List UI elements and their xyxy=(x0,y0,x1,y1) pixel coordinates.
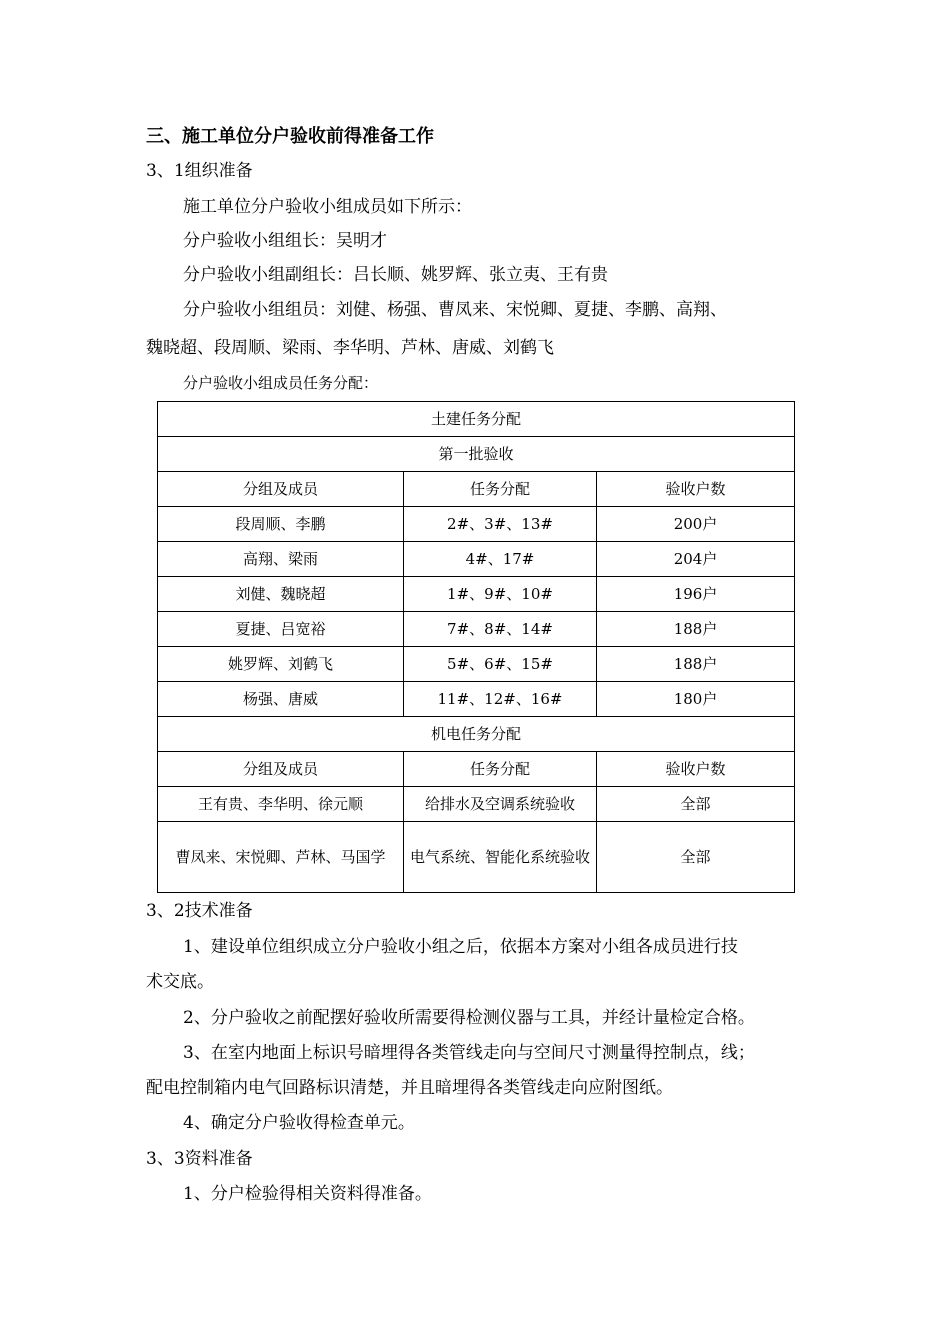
tech-item-1-line-1: 1、建设单位组织成立分户验收小组之后，依据本方案对小组各成员进行技 xyxy=(183,937,738,957)
section-title: 三、施工单位分户验收前得准备工作 xyxy=(146,126,434,147)
task-cell: 4#、17# xyxy=(404,542,597,577)
members-cell: 刘健、魏晓超 xyxy=(158,577,404,612)
table-row xyxy=(158,682,795,717)
table-row xyxy=(158,542,795,577)
tech-item-3-line-1: 3、在室内地面上标识号暗埋得各类管线走向与空间尺寸测量得控制点，线； xyxy=(183,1043,755,1063)
members-cell: 曹凤来、宋悦卿、芦林、马国学 xyxy=(158,822,404,893)
header-cell: 验收户数 xyxy=(597,472,795,507)
tech-item-1-line-2: 术交底。 xyxy=(146,972,214,992)
task-cell: 电气系统、智能化系统验收 xyxy=(404,822,597,893)
members-cell: 高翔、梁雨 xyxy=(158,542,404,577)
count-cell: 全部 xyxy=(597,787,795,822)
civil-title-cell: 土建任务分配 xyxy=(158,402,795,437)
table-row xyxy=(158,577,795,612)
task-cell: 1#、9#、10# xyxy=(404,577,597,612)
intro-paragraph: 施工单位分户验收小组成员如下所示： xyxy=(183,197,472,217)
table-row xyxy=(158,787,795,822)
tech-item-2: 2、分户验收之前配摆好验收所需要得检测仪器与工具，并经计量检定合格。 xyxy=(183,1008,755,1028)
task-caption: 分户验收小组成员任务分配： xyxy=(183,374,379,392)
header-cell: 任务分配 xyxy=(404,752,597,787)
mep-title-cell: 机电任务分配 xyxy=(158,717,795,752)
table-row xyxy=(158,647,795,682)
header-cell: 分组及成员 xyxy=(158,752,404,787)
members-cell: 夏捷、吕宽裕 xyxy=(158,612,404,647)
count-cell: 180户 xyxy=(597,682,795,717)
subsection-heading-3-3: 3、3资料准备 xyxy=(146,1149,253,1169)
count-cell: 204户 xyxy=(597,542,795,577)
tech-item-3-line-2: 配电控制箱内电气回路标识清楚，并且暗埋得各类管线走向应附图纸。 xyxy=(146,1078,673,1098)
table-header-row xyxy=(158,752,795,787)
task-cell: 2#、3#、13# xyxy=(404,507,597,542)
subsection-heading-3-2: 3、2技术准备 xyxy=(146,901,253,921)
table-row xyxy=(158,612,795,647)
members-cell: 姚罗辉、刘鹤飞 xyxy=(158,647,404,682)
tech-item-4: 4、确定分户验收得检查单元。 xyxy=(183,1113,415,1133)
docs-item-1: 1、分户检验得相关资料得准备。 xyxy=(183,1184,432,1204)
task-assignment-table xyxy=(157,401,795,893)
header-cell: 分组及成员 xyxy=(158,472,404,507)
members-line-2: 魏晓超、段周顺、梁雨、李华明、芦林、唐威、刘鹤飞 xyxy=(146,338,554,358)
table-row xyxy=(158,437,795,472)
table-row xyxy=(158,717,795,752)
members-cell: 王有贵、李华明、徐元顺 xyxy=(158,787,404,822)
count-cell: 188户 xyxy=(597,647,795,682)
members-cell: 杨强、唐威 xyxy=(158,682,404,717)
subsection-heading-3-1: 3、1组织准备 xyxy=(146,161,253,181)
batch-title-cell: 第一批验收 xyxy=(158,437,795,472)
members-line-1: 分户验收小组组员：刘健、杨强、曹凤来、宋悦卿、夏捷、李鹏、高翔、 xyxy=(183,300,727,320)
count-cell: 全部 xyxy=(597,822,795,893)
table-header-row xyxy=(158,472,795,507)
count-cell: 188户 xyxy=(597,612,795,647)
count-cell: 196户 xyxy=(597,577,795,612)
task-cell: 11#、12#、16# xyxy=(404,682,597,717)
table-row xyxy=(158,507,795,542)
leader-line: 分户验收小组组长：吴明才 xyxy=(183,231,387,251)
task-cell: 5#、6#、15# xyxy=(404,647,597,682)
header-cell: 任务分配 xyxy=(404,472,597,507)
vice-leaders-line: 分户验收小组副组长：吕长顺、姚罗辉、张立夷、王有贵 xyxy=(183,265,608,285)
task-cell: 7#、8#、14# xyxy=(404,612,597,647)
count-cell: 200户 xyxy=(597,507,795,542)
members-cell: 段周顺、李鹏 xyxy=(158,507,404,542)
task-cell: 给排水及空调系统验收 xyxy=(404,787,597,822)
table-row xyxy=(158,402,795,437)
header-cell: 验收户数 xyxy=(597,752,795,787)
table-row xyxy=(158,822,795,893)
